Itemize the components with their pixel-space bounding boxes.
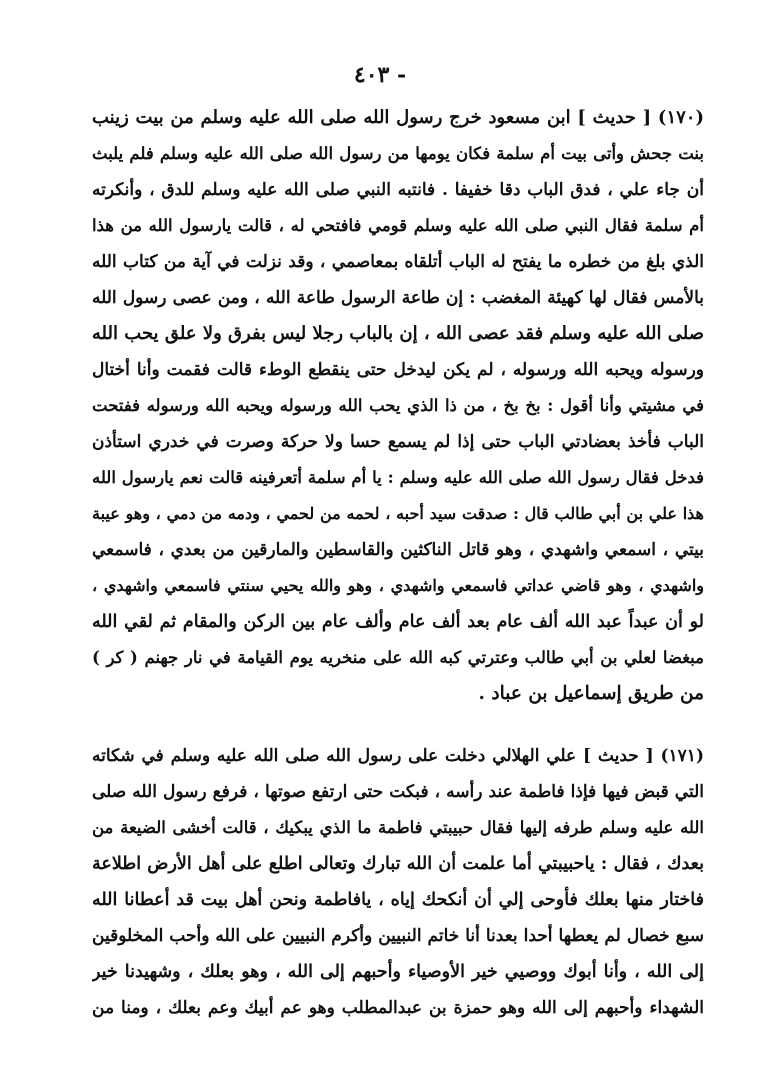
text-line: (١٧٠) [ حديث ] ابن مسعود خرج رسول الله صلى الله عليه وسلم من بيت زينب (92, 107, 704, 128)
text-line: بيتي ، اسمعي واشهدي ، وهو قاتل الناكثين والقاسطين والمارقين من بعدي ، فاسمعي (92, 540, 704, 560)
text-line: مبغضا لعلي بن أبي طالب وعترتي كبه الله على منخريه يوم القيامة في نار جهنم ( كر ) (92, 648, 704, 667)
text-line: الباب فأخذ بعضادتي الباب حتى إذا لم يسمع حسا ولا حركة وصرت في خدري استأذن (92, 432, 704, 452)
hadith-170-paragraph (92, 100, 704, 712)
text-line: الله عليه وسلم طرفه إليها فقال حبيبتي فاطمة ما الذي يبكيك ، قالت أخشى الضيعة من (92, 818, 704, 837)
text-line: ورسوله ويحبه الله ورسوله ، لم يكن ليدخل حتى ينقطع الوطء قالت فقمت وأنا أختال (92, 360, 704, 380)
text-line: لو أن عبداً عبد الله ألف عام بعد ألف عام وألف عام بين الركن والمقام ثم لقي الله (92, 612, 704, 632)
page-number: - ٤٠٣ (353, 62, 407, 88)
text-line: أم سلمة فقال النبي صلى الله عليه وسلم قومي فافتحي له ، قالت يارسول الله من هذا (92, 216, 704, 235)
text-line: الذي بلغ من خطره ما يفتح له الباب أتلقاه بمعاصمي ، وقد نزلت في آية من كتاب الله (92, 252, 704, 272)
text-line: التي قبض فيها فإذا فاطمة عند رأسه ، فبكت حتى ارتفع صوتها ، فرفع رسول الله صلى (92, 782, 704, 802)
text-line: واشهدي ، وهو قاضي عداتي فاسمعي واشهدي ، وهو والله يحيي سنتي فاسمعي واشهدي ، (92, 576, 704, 595)
text-line: بالأمس فقال لها كهيئة المغضب : إن طاعة الرسول طاعة الله ، ومن عصى رسول الله (92, 288, 704, 308)
text-line: فاختار منها بعلك فأوحى إلي أن أنكحك إياه ، يافاطمة ونحن أهل بيت قد أعطانا الله (92, 890, 704, 910)
text-line: بعدك ، فقال : ياحبيبتي أما علمت أن الله تبارك وتعالى اطلع على أهل الأرض اطلاعة (92, 854, 704, 874)
text-line: سبع خصال لم يعطها أحدا بعدنا أنا خاتم النبيين وأكرم النبيين على الله وأحب المخلوقين (92, 926, 704, 946)
text-line: أن جاء علي ، فدق الباب دقا خفيفا . فانتبه النبي صلى الله عليه وسلم للدق ، وأنكرته (92, 180, 704, 200)
text-line: هذا علي بن أبي طالب قال : صدقت سيد أحبه ، لحمه من لحمي ، ودمه من دمي ، وهو عيبة (92, 504, 704, 523)
text-line: (١٧١) [ حديث ] علي الهلالي دخلت على رسول الله صلى الله عليه وسلم في شكاته (92, 746, 704, 766)
text-line: بنت جحش وأتى بيت أم سلمة فكان يومها من رسول الله صلى الله عليه وسلم فلم يلبث (92, 144, 704, 163)
hadith-171-paragraph (92, 738, 704, 1026)
text-line: إلى الله ، وأنا أبوك ووصيي خير الأوصياء وأحبهم إلى الله ، وهو بعلك ، وشهيدنا خير (92, 962, 704, 982)
text-line: صلى الله عليه وسلم فقد عصى الله ، إن بالباب رجلا ليس بفرق ولا علق يحب الله (92, 323, 704, 344)
text-line: من طريق إسماعيل بن عباد . (478, 683, 704, 704)
text-line: الشهداء وأحبهم إلى الله وهو حمزة بن عبدالمطلب وهو عم أبيك وعم بعلك ، ومنا من (92, 998, 704, 1018)
text-line: في مشيتي وأنا أقول : بخ بخ ، من ذا الذي يحب الله ورسوله ويحبه الله ورسوله ففتحت (92, 396, 704, 415)
text-line: فدخل فقال رسول الله صلى الله عليه وسلم : يا أم سلمة أتعرفينه قالت نعم يارسول الله (92, 468, 704, 487)
